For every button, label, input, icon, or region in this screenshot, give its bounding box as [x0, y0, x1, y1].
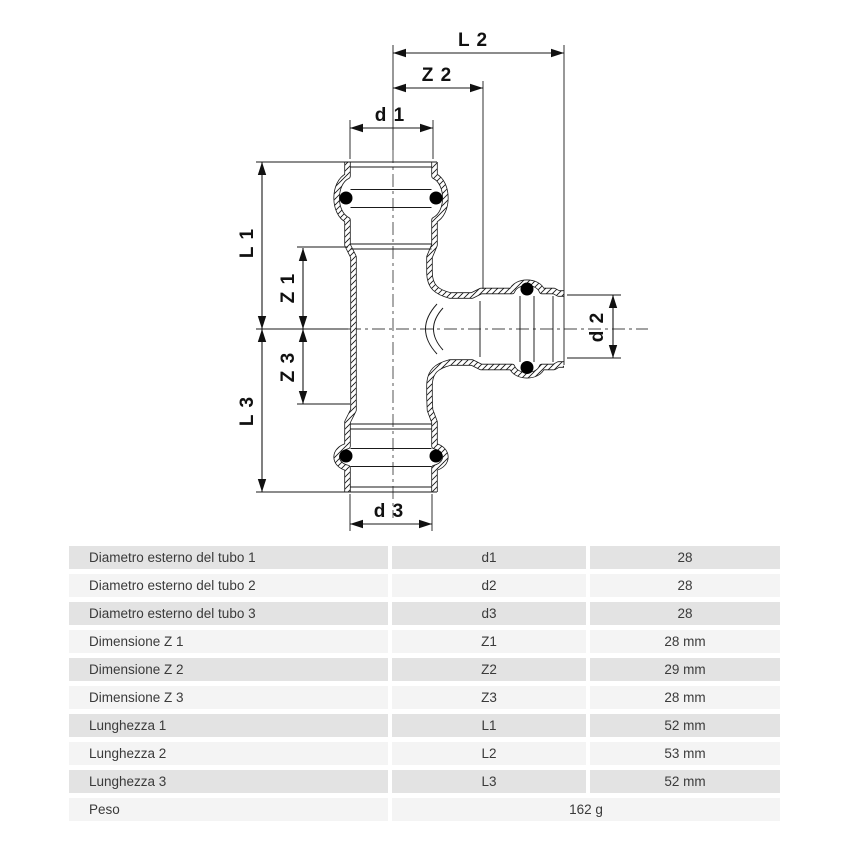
o-ring [430, 192, 443, 205]
spec-value-cell: 28 [590, 574, 780, 597]
spec-symbol-cell: L2 [392, 742, 586, 765]
label-Z1: Z 1 [278, 272, 299, 304]
spec-table [69, 546, 780, 821]
label-Z2: Z 2 [421, 65, 453, 86]
spec-value-cell: 52 mm [590, 714, 780, 737]
spec-symbol-cell: d2 [392, 574, 586, 597]
spec-value-cell: 28 [590, 546, 780, 569]
spec-label-cell: Dimensione Z 1 [69, 630, 388, 653]
spec-symbol-cell: Z1 [392, 630, 586, 653]
wall-right-top-branch-top [430, 162, 565, 296]
label-Z3: Z 3 [278, 351, 299, 383]
label-L1: L 1 [237, 227, 258, 259]
spec-symbol-cell: L1 [392, 714, 586, 737]
spec-label-cell: Diametro esterno del tubo 2 [69, 574, 388, 597]
spec-symbol-cell: Z3 [392, 686, 586, 709]
spec-symbol-cell: d1 [392, 546, 586, 569]
spec-value-cell: 28 mm [590, 686, 780, 709]
spec-label-cell: Diametro esterno del tubo 3 [69, 602, 388, 625]
wall-branch-bottom-right-bottom [430, 363, 565, 493]
spec-value-cell: 29 mm [590, 658, 780, 681]
o-ring [521, 361, 534, 374]
spec-symbol-cell: d3 [392, 602, 586, 625]
label-d2: d 2 [587, 311, 608, 343]
spec-label-cell: Lunghezza 2 [69, 742, 388, 765]
spec-label-cell: Dimensione Z 2 [69, 658, 388, 681]
spec-label-cell: Lunghezza 1 [69, 714, 388, 737]
o-ring [430, 450, 443, 463]
o-ring [340, 450, 353, 463]
fitting-interior-lines [345, 162, 553, 492]
label-L2: L 2 [457, 30, 489, 51]
spec-value-cell: 28 mm [590, 630, 780, 653]
spec-label-cell: Dimensione Z 3 [69, 686, 388, 709]
spec-label-cell: Diametro esterno del tubo 1 [69, 546, 388, 569]
spec-value-cell: 28 [590, 602, 780, 625]
weight-value-cell: 162 g [392, 798, 780, 821]
o-ring [521, 283, 534, 296]
spec-label-cell: Lunghezza 3 [69, 770, 388, 793]
spec-symbol-cell: L3 [392, 770, 586, 793]
o-ring [340, 192, 353, 205]
spec-symbol-cell: Z2 [392, 658, 586, 681]
label-L3: L 3 [237, 395, 258, 427]
label-d1: d 1 [374, 105, 406, 126]
spec-value-cell: 53 mm [590, 742, 780, 765]
spec-value-cell: 52 mm [590, 770, 780, 793]
label-d3: d 3 [373, 501, 405, 522]
fitting-outline [337, 162, 564, 492]
weight-label-cell: Peso [69, 798, 388, 821]
